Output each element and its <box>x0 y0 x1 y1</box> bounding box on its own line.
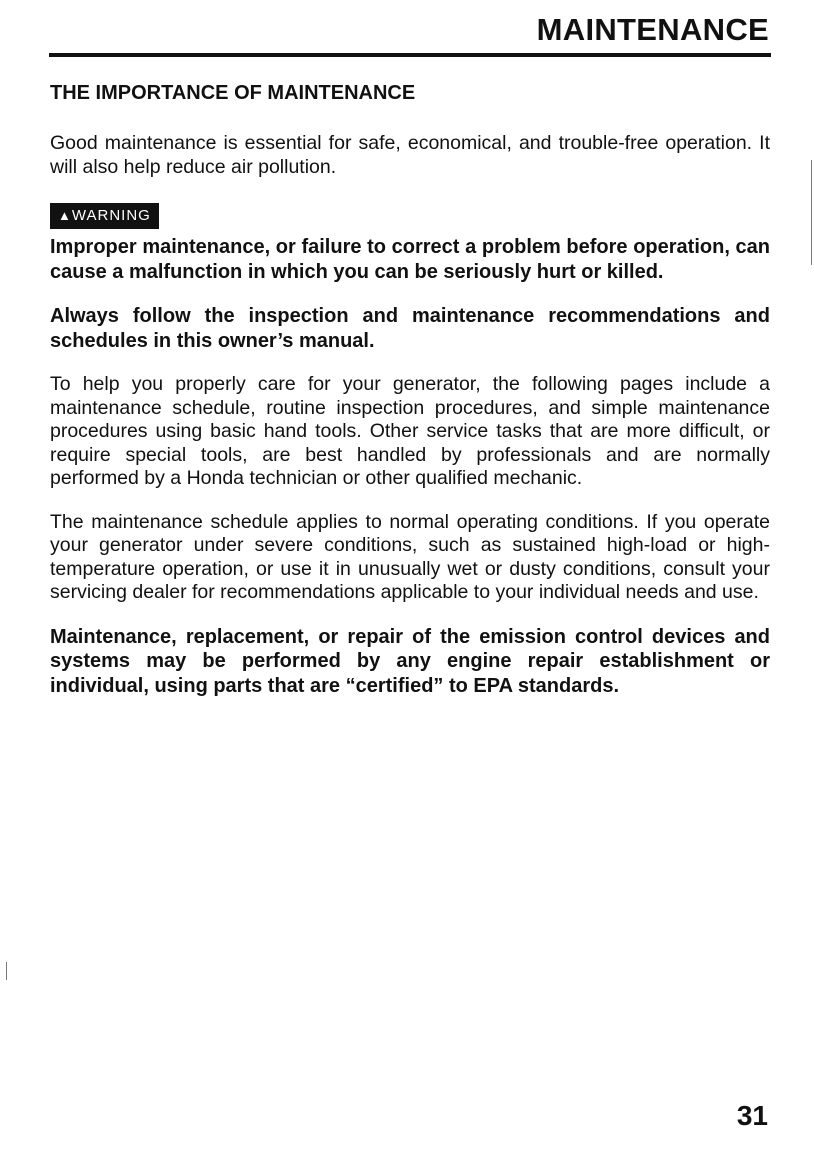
scan-edge-mark <box>811 160 812 265</box>
schedule-paragraph: The maintenance schedule applies to normal operating conditions. If you operate your generator under severe conditions, such as sustained high-load or high-temperature operation, or use it in unusually wet or dusty conditions, consult your servicing dealer for recommendations applicable to your individual needs and use. <box>50 510 770 603</box>
emission-control-text: Maintenance, replacement, or repair of the emission control devices and systems may be performed by any engine repair establishment or individual, using parts that are “certified” to EPA standards. <box>50 625 770 697</box>
follow-recommendations-text: Always follow the inspection and maintenance recommendations and schedules in this owner’s manual. <box>50 305 770 352</box>
page-title: MAINTENANCE <box>536 12 769 47</box>
header-rule <box>49 53 771 57</box>
page-number: 31 <box>736 1100 768 1131</box>
warning-badge-label: WARNING <box>71 207 151 224</box>
warning-text: Improper maintenance, or failure to correct a problem before operation, can cause a malfunction in which you can be seriously hurt or killed. <box>50 236 770 283</box>
warning-triangle-icon: ▲ <box>58 208 72 223</box>
tools-paragraph: To help you properly care for your generator, the following pages include a maintenance schedule, routine inspection procedures, and simple maintenance procedures using basic hand tools. Other service tasks that are more difficult, or require special tools, are best handled by professionals and are normally performed by a Honda technician or other qualified mechanic. <box>50 373 770 489</box>
intro-paragraph: Good maintenance is essential for safe, economical, and trouble-free operation. It will also help reduce air pollution. <box>50 132 770 178</box>
section-heading: THE IMPORTANCE OF MAINTENANCE <box>50 82 416 104</box>
scan-edge-mark <box>6 962 7 980</box>
main-content <box>50 80 770 718</box>
warning-badge <box>50 203 159 229</box>
